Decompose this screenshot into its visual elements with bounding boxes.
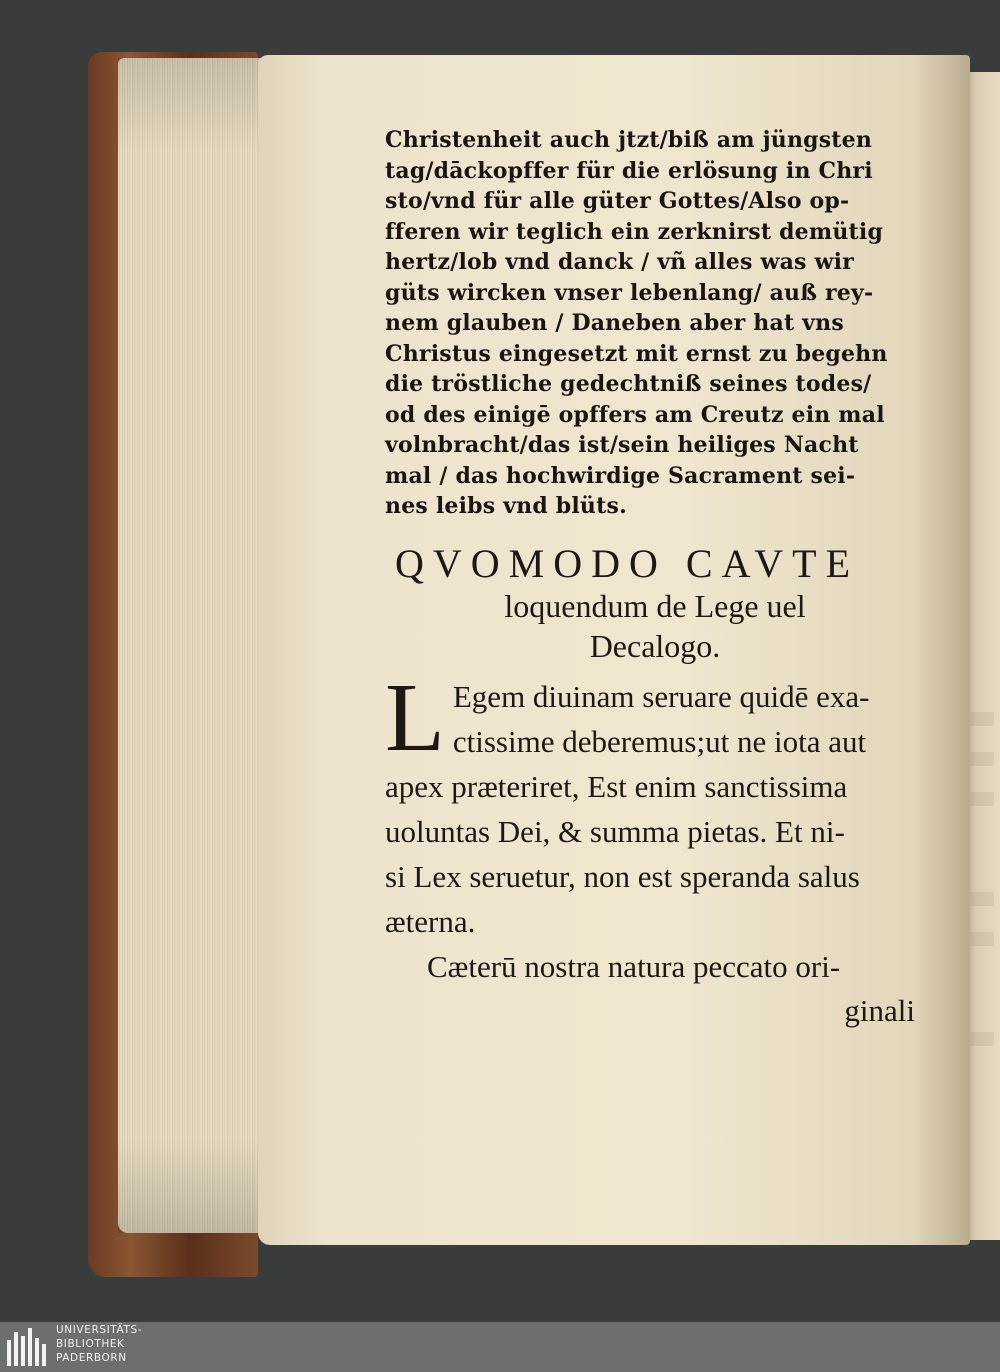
text-line: Cæterū nostra natura peccato ori- [427, 948, 841, 984]
text-line: fferen wir teglich ein zerknirst demütig [385, 218, 884, 245]
text-line: Egem diuinam seruare quidē exa- [452, 678, 870, 714]
footer-bar [0, 1322, 1000, 1372]
text-line: mal / das hochwirdige Sacrament sei- [385, 462, 856, 489]
library-logo-icon [6, 1326, 50, 1368]
text-line: nem glauben / Daneben aber hat vns [385, 310, 844, 336]
library-name-line: PADERBORN [56, 1352, 127, 1364]
library-name [56, 1323, 142, 1365]
page-text [385, 125, 935, 1029]
section-subheading [385, 586, 935, 666]
text-line: volnbracht/das ist/sein heiliges Nacht [385, 432, 859, 458]
library-name-line: BIBLIOTHEK [56, 1338, 125, 1350]
subheading-line: loquendum de Lege uel [504, 587, 806, 624]
text-line: æterna. [385, 903, 476, 939]
text-line: od des einigē opffers am Creutz ein mal [385, 401, 885, 428]
text-line: nes leibs vnd blüts. [385, 493, 627, 519]
subheading-line: Decalogo. [589, 627, 721, 664]
text-line: Christus eingesetzt mit ernst zu begehn [385, 340, 888, 367]
text-line: apex præteriret, Est enim sanctissima [385, 768, 848, 804]
latin-paragraph [385, 663, 935, 989]
text-line: ctissime deberemus;ut ne iota aut [452, 723, 867, 759]
text-line: güts wircken vnser lebenlang/ auß rey- [385, 279, 874, 306]
text-line: si Lex seruetur, non est speranda salus [385, 858, 860, 894]
text-line: Christenheit auch jtzt/biß am jüngsten [385, 127, 873, 153]
text-line: sto/vnd für alle güter Gottes/Also op- [385, 188, 850, 214]
section-heading: QVOMODO CAVTE [395, 540, 860, 586]
text-line: hertz/lob vnd danck / vñ alles was wir [385, 249, 854, 275]
german-paragraph [385, 125, 935, 522]
text-line: tag/dāckopffer für die erlösung in Chri [385, 157, 873, 184]
drop-cap: L [385, 663, 445, 772]
text-line: die tröstliche gedechtniß seines todes/ [385, 371, 872, 397]
library-name-line: UNIVERSITÄTS- [56, 1324, 143, 1336]
catchword: ginali [844, 992, 915, 1028]
text-line: uoluntas Dei, & summa pietas. Et ni- [385, 813, 845, 849]
